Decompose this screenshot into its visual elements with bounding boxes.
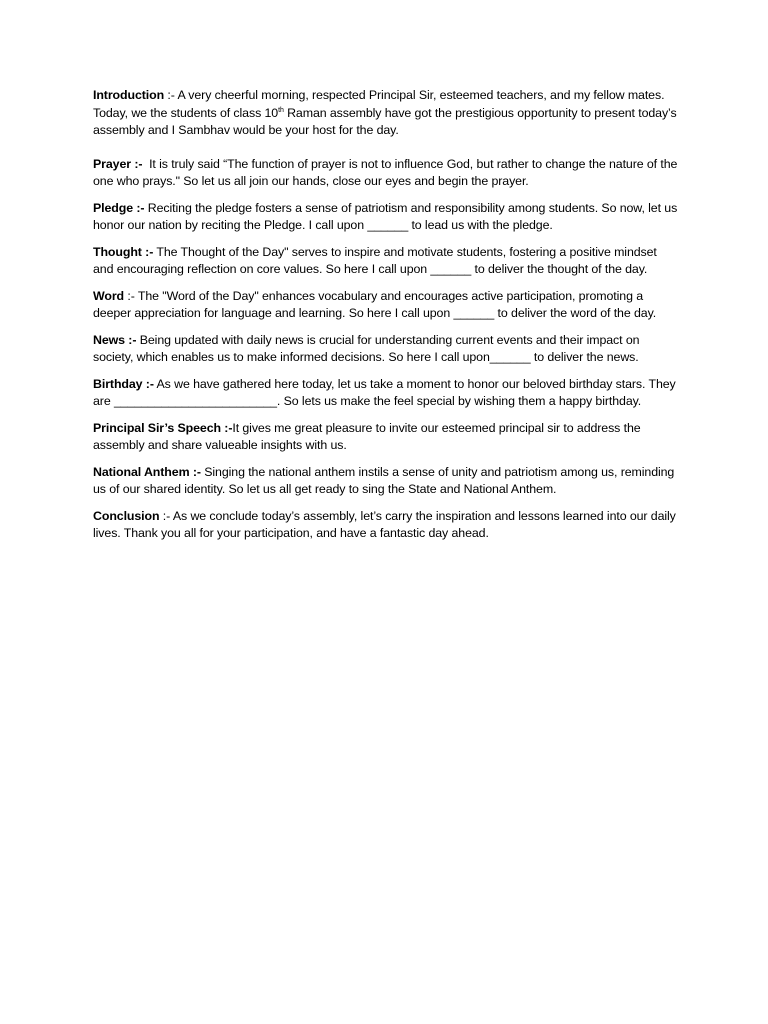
conclusion-separator: :-: [159, 508, 173, 523]
introduction-separator: :-: [164, 88, 178, 102]
birthday-paragraph: [93, 376, 678, 411]
introduction-heading: Introduction: [93, 88, 165, 102]
pledge-paragraph: [93, 200, 678, 235]
word-paragraph: [93, 288, 678, 323]
pledge-text: Reciting the pledge fosters a sense of patriotism and responsibility among students. So now, let us honor our nation by reciting the Pledge. I call upon ______ to lead us with the pledge.: [93, 200, 678, 232]
birthday-text: As we have gathered here today, let us take a moment to honor our beloved birthday stars. They are ________________________. So lets us make the feel special by wishing them a happy birthday.: [93, 376, 676, 408]
pledge-heading: Pledge :-: [93, 200, 145, 215]
word-heading: Word: [93, 288, 125, 303]
prayer-text: It is truly said “The function of prayer is not to influence God, but rather to change the nature of the one who prays." So let us all join our hands, close our eyes and begin the prayer.: [93, 156, 681, 188]
principal-speech-paragraph: [93, 420, 678, 455]
thought-text: The Thought of the Day" serves to inspire and motivate students, fostering a positive mindset and encouraging reflection on core values. So here I call upon ______ to deliver the thought of the day.: [93, 244, 657, 276]
national-anthem-paragraph: [93, 464, 678, 499]
principal-speech-heading: Principal Sir’s Speech :-: [93, 420, 233, 435]
word-text: The "Word of the Day" enhances vocabulary and encourages active participation, promoting a deeper appreciation for language and learning. So here I call upon ______ to deliver the word of the day.: [93, 288, 657, 320]
news-heading: News :-: [93, 332, 137, 347]
conclusion-paragraph: [93, 508, 678, 543]
introduction-paragraph: [93, 87, 678, 140]
national-anthem-text: Singing the national anthem instils a sense of unity and patriotism among us, reminding us of our shared identity. So let us all get ready to sing the State and National Anthem.: [93, 464, 675, 496]
ordinal-superscript: th: [278, 106, 284, 114]
conclusion-heading: Conclusion: [93, 508, 160, 523]
thought-paragraph: [93, 244, 678, 279]
introduction-text-continued: Raman assembly have got the prestigious opportunity to present today’s assembly and I Sambhav would be your host for the day.: [93, 105, 677, 137]
prayer-heading: Prayer :-: [93, 156, 143, 171]
birthday-heading: Birthday :-: [93, 376, 154, 391]
news-text: Being updated with daily news is crucial for understanding current events and their impact on society, which enables us to make informed decisions. So here I call upon______ to deliver the news.: [93, 332, 640, 364]
conclusion-text: As we conclude today’s assembly, let’s carry the inspiration and lessons learned into our daily lives. Thank you all for your participation, and have a fantastic day ahead.: [93, 508, 676, 540]
introduction-text: A very cheerful morning, respected Principal Sir, esteemed teachers, and my fellow mates. Today, we the students of class 10: [93, 88, 665, 120]
prayer-paragraph: [93, 156, 681, 191]
principal-speech-text: It gives me great pleasure to invite our esteemed principal sir to address the assembly and share valueable insights with us.: [93, 420, 641, 452]
thought-heading: Thought :-: [93, 244, 154, 259]
national-anthem-heading: National Anthem :-: [93, 464, 201, 479]
news-paragraph: [93, 332, 678, 367]
word-separator: :-: [124, 288, 138, 303]
document-page: [93, 87, 681, 552]
